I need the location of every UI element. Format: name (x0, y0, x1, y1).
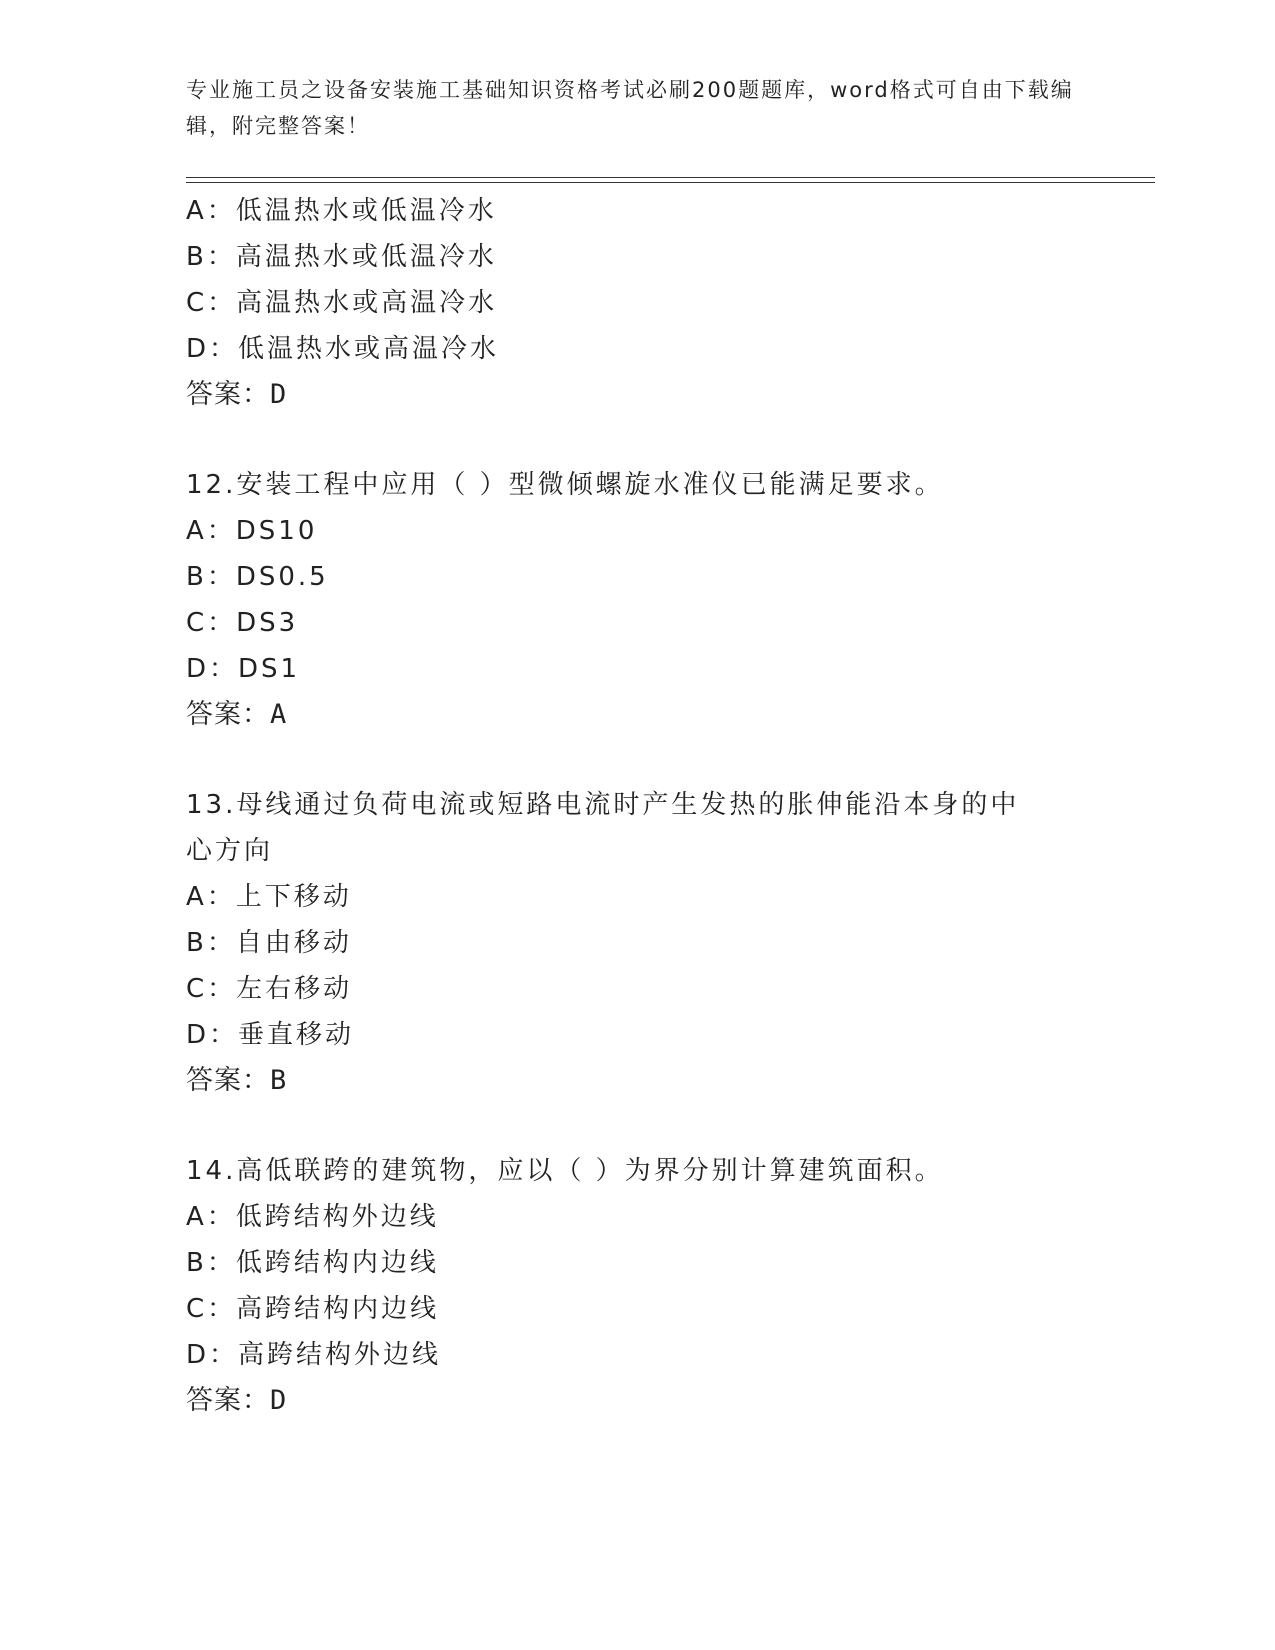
option-c: C：左右移动 (186, 974, 353, 1004)
option-d: D：垂直移动 (186, 1020, 355, 1050)
option-a: A：低温热水或低温冷水 (186, 196, 497, 226)
answer-label: 答案： (186, 1385, 270, 1416)
option-c: C：高跨结构内边线 (186, 1294, 440, 1324)
answer-value: D (270, 379, 288, 410)
answer-line (186, 1058, 1086, 1104)
question-title: 13.母线通过负荷电流或短路电流时产生发热的胀伸能沿本身的中心方向 (186, 790, 1020, 866)
option-c: C：DS3 (186, 608, 299, 638)
answer-value: B (270, 1065, 288, 1096)
option-a: A：DS10 (186, 516, 318, 546)
option-d: D：低温热水或高温冷水 (186, 334, 500, 364)
question-title: 12.安装工程中应用（ ）型微倾螺旋水准仪已能满足要求。 (186, 470, 944, 500)
question-block (186, 1148, 1086, 1424)
answer-label: 答案： (186, 699, 270, 730)
option-a: A：低跨结构外边线 (186, 1202, 439, 1232)
option-c: C：高温热水或高温冷水 (186, 288, 498, 318)
answer-label: 答案： (186, 1065, 270, 1096)
question-title: 14.高低联跨的建筑物，应以（ ）为界分别计算建筑面积。 (186, 1156, 944, 1186)
header-title: 专业施工员之设备安装施工基础知识资格考试必刷200题题库，word格式可自由下载编辑，附完整答案！ (186, 78, 1074, 138)
header-divider-bottom (186, 182, 1155, 183)
question-block (186, 188, 1086, 418)
document-header (186, 72, 1086, 144)
header-divider-top (186, 177, 1155, 178)
answer-line (186, 692, 1086, 738)
answer-value: A (270, 699, 288, 730)
answer-line (186, 372, 1086, 418)
question-list (186, 188, 1086, 1424)
option-d: D：高跨结构外边线 (186, 1340, 442, 1370)
option-b: B：自由移动 (186, 928, 352, 958)
question-block (186, 462, 1086, 738)
answer-line (186, 1378, 1086, 1424)
option-a: A：上下移动 (186, 882, 352, 912)
option-b: B：DS0.5 (186, 562, 329, 592)
option-b: B：高温热水或低温冷水 (186, 242, 497, 272)
option-b: B：低跨结构内边线 (186, 1248, 439, 1278)
option-d: D：DS1 (186, 654, 301, 684)
question-block (186, 782, 1086, 1104)
answer-label: 答案： (186, 379, 270, 410)
answer-value: D (270, 1385, 288, 1416)
